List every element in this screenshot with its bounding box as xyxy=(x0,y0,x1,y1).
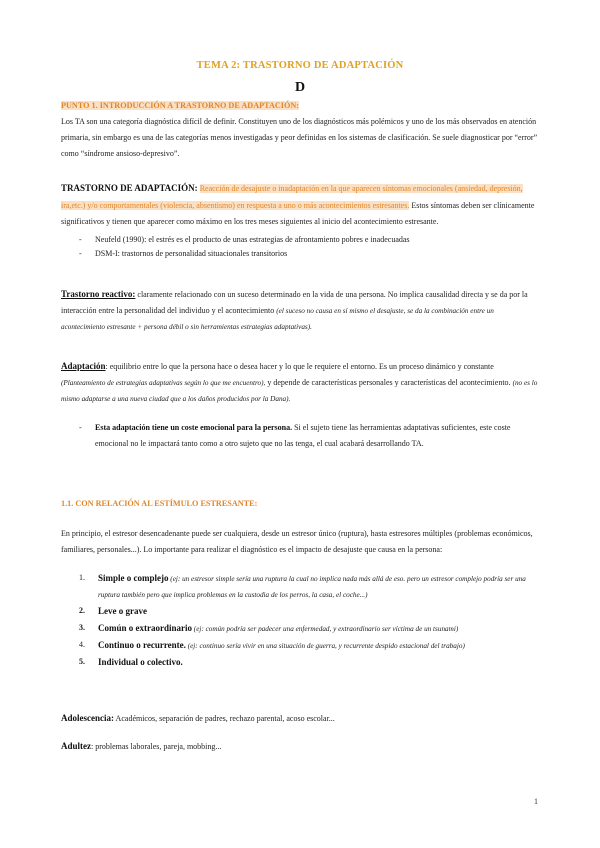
list-item: 3. Común o extraordinario (ej: común podría ser padecer una enfermedad, y extraordinario ser víctima de un tsunami) xyxy=(79,623,459,633)
punto1-heading: PUNTO 1. INTRODUCCIÓN A TRASTORNO DE ADAPTACIÓN: xyxy=(61,101,299,110)
adultez-line: Adultez: problemas laborales, pareja, mobbing... xyxy=(61,741,222,751)
reactivo-section xyxy=(61,286,539,335)
section-letter: D xyxy=(294,80,306,95)
adolescencia-line: Adolescencia: Académicos, separación de padres, rechazo parental, acoso escolar... xyxy=(61,713,335,723)
seccion11-heading-wrap xyxy=(61,499,539,508)
list-item: - DSM-I: trastornos de personalidad situacionales transitorios xyxy=(79,248,288,258)
trastorno-definition: Reacción de desajuste o inadaptación en la que aparecen síntomas emocionales (ansiedad, depresión, ira,etc.) y/o comportamentales (violencia, absentismo) en respuesta a uno o más acontecimientos estresantes. xyxy=(61,184,523,210)
punto1-section xyxy=(61,98,539,162)
adaptacion-paragraph: Adaptación: equilibrio entre lo que la persona hace o desea hacer y lo que le requiere el entorno. Es un proceso dinámico y constante (Planteamiento de estrategias adaptativas según lo que me encuentro), y depende de características personales y características del acontecimiento. (no es lo mismo adaptarse a una nueva ciudad que a los daños producidos por la Dana). xyxy=(61,361,538,403)
adaptacion-bullets xyxy=(61,420,539,452)
list-item: 2. Leve o grave xyxy=(79,606,147,616)
reactivo-label: Trastorno reactivo: xyxy=(61,289,136,299)
estresor-list xyxy=(61,570,539,671)
list-item: 5. Individual o colectivo. xyxy=(79,657,183,667)
trastorno-paragraph xyxy=(61,180,539,231)
reactivo-paragraph: Trastorno reactivo: claramente relacionado con un suceso determinado en la vida de una persona. No implica causalidad directa y se da por la interacción entre la personalidad del individuo y el acontecimiento (el suceso no causa en sí mismo el desajuste, se da la combinación entre un acontecimiento estresante + persona débil o sin herramientas estrategias adaptativas). xyxy=(61,289,528,331)
document-title: TEMA 2: TRASTORNO DE ADAPTACIÓN xyxy=(196,60,404,71)
trastorno-rest: Estos síntomas deben ser clínicamente significativos y tienen que aparecer como máximo en los tres meses siguientes al inicio del acontecimiento estresante. xyxy=(61,200,535,226)
seccion11-section xyxy=(61,526,539,671)
trastorno-label: TRASTORNO DE ADAPTACIÓN: xyxy=(61,183,198,193)
adaptacion-label: Adaptación xyxy=(61,361,106,371)
page-number: 1 xyxy=(534,797,538,806)
list-item: 4. Continuo o recurrente. (ej: continuo sería vivir en una situación de guerra, y recurrente despido estacional del trabajo) xyxy=(79,640,465,650)
punto1-text: Los TA son una categoría diagnóstica difícil de definir. Constituyen uno de los diagnósticos más polémicos y uno de los más observados en atención primaria, sin embargo es una de las categorías menos investigadas y peor definidas en los sistemas de clasificación. Se suele diagnosticar por “error” como “síndrome ansioso-depresivo”. xyxy=(61,117,538,158)
list-item: - Neufeld (1990): el estrés es el producto de unas estrategias de afrontamiento pobres e inadecuadas xyxy=(79,234,410,244)
trastorno-bullets xyxy=(61,233,539,261)
seccion11-heading: 1.1. CON RELACIÓN AL ESTÍMULO ESTRESANTE: xyxy=(61,499,258,508)
list-item: - Esta adaptación tiene un coste emocional para la persona. Si el sujeto tiene las herramientas adaptativas suficientes, este coste emocional no le impactará tanto como a otro sujeto que no las tenga, el cual acabará desarrollando TA. xyxy=(79,423,511,448)
list-item: 1. Simple o complejo (ej: un estresor simple sería una ruptura la cual no implica nada más allá de eso. pero un estresor complejo podría ser una ruptura también pero que implica problemas en la custodia de los perros, la casa, el coche...) xyxy=(79,573,526,599)
trastorno-section xyxy=(61,180,539,261)
adaptacion-section xyxy=(61,358,539,452)
seccion11-intro: En principio, el estresor desencadenante puede ser cualquiera, desde un estresor único (ruptura), hasta estresores múltiples (problemas económicos, familiares, personales...). Lo importante para realizar el diagnóstico es el impacto de desajuste que causa en la persona: xyxy=(61,529,533,554)
